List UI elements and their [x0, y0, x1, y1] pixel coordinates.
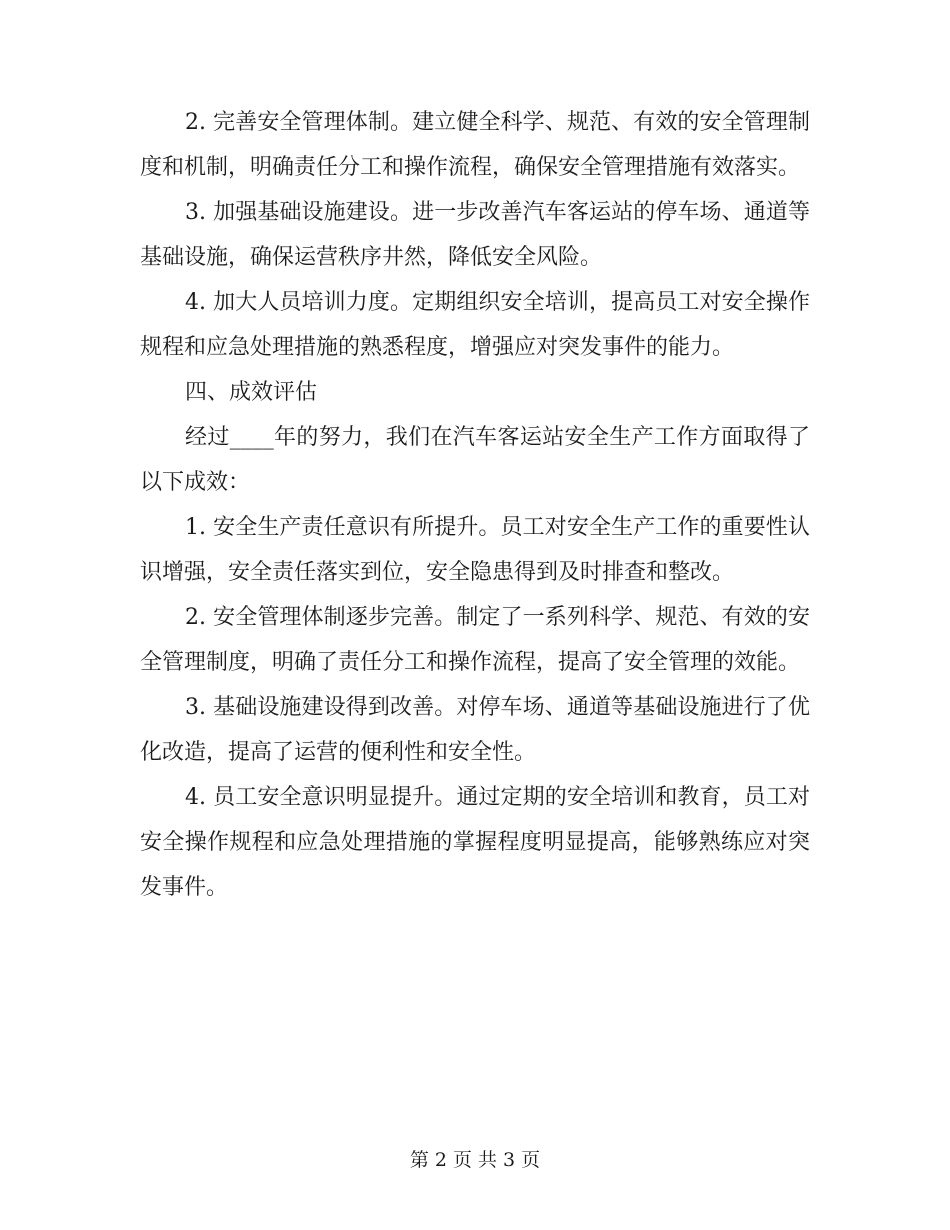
- paragraph-evaluation-intro: 经过____年的努力，我们在汽车客运站安全生产工作方面取得了以下成效：: [140, 425, 810, 495]
- paragraph-training: 4. 加大人员培训力度。定期组织安全培训，提高员工对安全操作规程和应急处理措施的熟悉程度，增强应对突发事件的能力。: [140, 290, 810, 360]
- paragraph-result-management: 2. 安全管理体制逐步完善。制定了一系列科学、规范、有效的安全管理制度，明确了责任分工和操作流程，提高了安全管理的效能。: [140, 605, 810, 675]
- page-number-footer: 第 2 页 共 3 页: [409, 1149, 541, 1171]
- paragraph-improve-management-system: 2. 完善安全管理体制。建立健全科学、规范、有效的安全管理制度和机制，明确责任分工和操作流程，确保安全管理措施有效落实。: [140, 110, 810, 180]
- paragraph-infrastructure: 3. 加强基础设施建设。进一步改善汽车客运站的停车场、通道等基础设施，确保运营秩序井然，降低安全风险。: [140, 200, 810, 270]
- paragraph-result-infrastructure: 3. 基础设施建设得到改善。对停车场、通道等基础设施进行了优化改造，提高了运营的便利性和安全性。: [140, 695, 810, 765]
- section-heading-evaluation: 四、成效评估: [185, 380, 318, 405]
- paragraph-result-awareness: 4. 员工安全意识明显提升。通过定期的安全培训和教育，员工对安全操作规程和应急处理措施的掌握程度明显提高，能够熟练应对突发事件。: [140, 785, 810, 900]
- document-body: [140, 100, 810, 910]
- paragraph-result-responsibility: 1. 安全生产责任意识有所提升。员工对安全生产工作的重要性认识增强，安全责任落实到位，安全隐患得到及时排查和整改。: [140, 515, 810, 585]
